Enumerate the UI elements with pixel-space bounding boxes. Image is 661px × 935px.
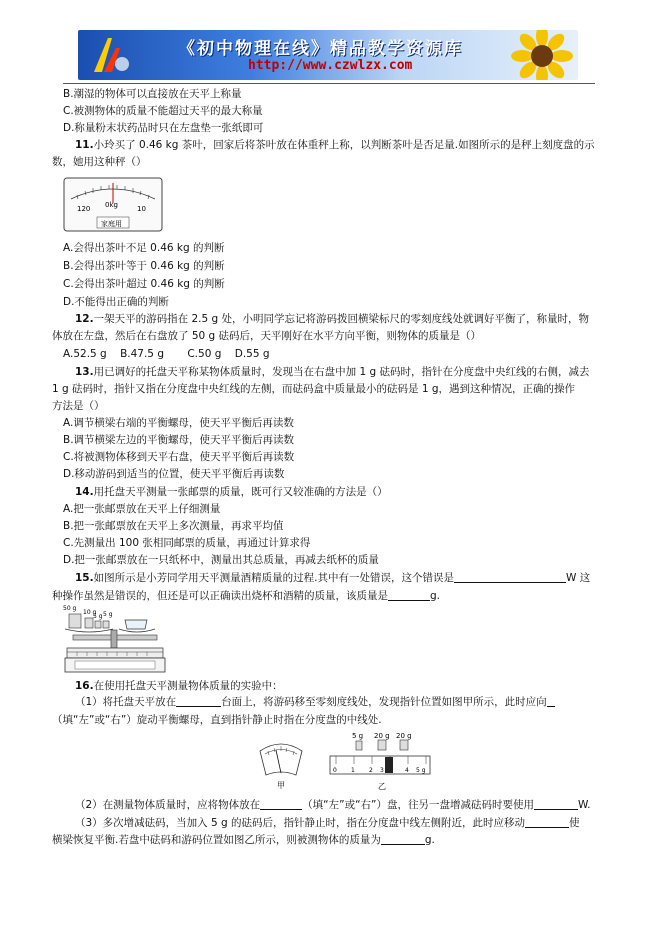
q12-stem-1 [75,311,589,327]
q16-blank-5[interactable] [525,816,569,828]
q16-number: 16. [75,680,94,692]
sunflower-icon [510,30,574,80]
q13-option-d: D.移动游码到适当的位置，使天平平衡后再读数 [63,468,285,480]
yi-weight-20g-b: 20 g [396,732,412,740]
ruler-tick-5: 5 g [416,767,426,774]
q11-stem-2: 数，她用这种秤（） [52,156,147,168]
q15-stem2-tail: g. [430,590,441,602]
q16-part1-line1 [75,694,555,710]
q15-stem-tail: W 这 [565,572,591,584]
q16-blank-1[interactable] [176,695,221,707]
fig-yi-label: 乙 [378,782,386,791]
weight-label-5g-a: 5 g [93,613,103,620]
q11-option-a: A.会得出茶叶不足 0.46 kg 的判断 [63,242,225,254]
q11-stem-text: 小玲买了 0.46 kg 茶叶，回家后将茶叶放在体重秤上称，以判断茶叶是否足量.如图所示的是秤上刻度盘的示 [93,139,595,151]
q16-blank-2[interactable] [547,695,555,707]
q16-p3-text-d: g. [424,834,435,846]
weight-label-50g: 50 g [63,605,77,612]
q16-p2-text-c: W. [577,799,591,811]
ruler-tick-0: 0 [333,767,337,774]
q16-part2 [75,797,590,813]
q11-option-d: D.不能得出正确的判断 [63,296,169,308]
fig-jia-label: 甲 [277,781,285,790]
q14-option-a: A.把一张邮票放在天平上仔细测量 [63,503,221,515]
q10-option-d: D.称量粉末状药品时只在左盘垫一张纸即可 [63,122,264,134]
q12-stem-2: 体放在左盘，然后在右盘放了 50 g 砝码后，天平刚好在水平方向平衡，则物体的质量是（） [52,330,482,342]
balance-figure [63,602,167,676]
banner-title: 《初中物理在线》精品教学资源库 [178,39,463,59]
pointer-dial-jia [256,735,306,791]
q11-number: 11. [75,139,94,151]
q16-part1-line2: （填“左”或“右”）旋动平衡螺母，直到指针静止时指在分度盘的中线处. [52,714,382,726]
scale-caption: 家庭用 [101,220,122,228]
q16-title-text: 在使用托盘天平测量物体质量的实验中： [93,680,283,692]
header-divider [63,83,595,84]
q16-p1-text-b: 台面上，将游码移至零刻度线处，发现指针位置如图甲所示，此时应向 [221,696,547,708]
q15-answer-blank-2[interactable] [388,589,430,601]
q11-stem-1 [75,137,595,153]
ruler-tick-4: 4 [405,767,409,774]
yi-weight-5g: 5 g [352,732,364,740]
q16-p3-text-b: 使 [569,817,580,829]
scale-label-mid: 0kg [105,201,118,209]
logo-icon [88,34,132,76]
q14-stem [75,484,388,500]
q14-option-c: C.先测量出 100 张相同邮票的质量，再通过计算求得 [63,537,311,549]
q15-stem-text: 如图所示是小芳同学用天平测量酒精质量的过程.其中有一处错误，这个错误是 [93,572,454,584]
scale-label-right: 10 [137,205,146,213]
scale-dial-figure [63,177,163,232]
q16-part3-line2 [52,832,435,848]
q16-p2-text-a: （2）在测量物体质量时，应将物体放在 [75,799,261,811]
q12-options: A.52.5 g B.47.5 g C.50 g D.55 g [63,348,270,360]
q13-number: 13. [75,366,94,378]
q13-option-c: C.将被测物体移到天平右盘，使天平平衡后再读数 [63,451,295,463]
weight-label-10g: 10 g [83,609,97,616]
yi-weight-20g-a: 20 g [374,732,390,740]
q13-stem-1 [75,364,589,380]
q11-option-b: B.会得出茶叶等于 0.46 kg 的判断 [63,260,225,272]
q15-number: 15. [75,572,94,584]
q16-blank-3[interactable] [260,798,302,810]
weight-label-5g-b: 5 g [103,611,113,618]
q16-part3-line1 [75,815,580,831]
header-banner [78,30,578,80]
q14-stem-text: 用托盘天平测量一张邮票的质量，既可行又较准确的方法是（） [93,486,388,498]
q10-option-b: B.潮湿的物体可以直接放在天平上称量 [63,88,242,100]
q13-option-a: A.调节横梁右端的平衡螺母，使天平平衡后再读数 [63,417,294,429]
q16-p2-text-b: （填“左”或“右”）盘，往另一盘增减砝码时要使用 [302,799,534,811]
q13-option-b: B.调节横梁左边的平衡螺母，使天平平衡后再读数 [63,434,295,446]
q15-stem-1 [75,570,590,586]
q13-stem-3: 方法是（） [52,400,105,412]
q10-option-c: C.被测物体的质量不能超过天平的最大称量 [63,105,263,117]
scale-label-left: 120 [77,205,91,213]
q14-option-d: D.把一张邮票放在一只纸杯中，测量出其总质量，再减去纸杯的质量 [63,554,379,566]
q16-title [75,678,283,694]
banner-url: http://www.czwlzx.com [248,58,413,73]
q15-answer-blank-1[interactable] [454,571,566,583]
q13-stem-text: 用已调好的托盘天平称某物体质量时，发现当在右盘中加 1 g 砝码时，指针在分度盘中央红线的右侧，减去 [93,366,590,378]
ruler-tick-1: 1 [351,767,355,774]
q16-blank-4[interactable] [534,798,578,810]
q16-blank-6[interactable] [381,833,425,845]
q15-stem2-text: 种操作虽然是错误的，但还是可以正确读出烧杯和酒精的质量，该质量是 [52,590,388,602]
ruler-tick-3: 3 [380,767,384,774]
q16-p3-text-c: 横梁恢复平衡.若盘中砝码和游码位置如图乙所示，则被测物体的质量为 [52,834,381,846]
weights-and-rider-yi [328,729,432,795]
q16-p3-text-a: （3）多次增减砝码，当加入 5 g 的砝码后，指针静止时，指在分度盘中线左侧附近，此时应移动 [75,817,526,829]
q14-option-b: B.把一张邮票放在天平上多次测量，再求平均值 [63,520,284,532]
ruler-tick-2: 2 [369,767,373,774]
q14-number: 14. [75,486,94,498]
q16-p1-text-a: （1）将托盘天平放在 [75,696,177,708]
q11-option-c: C.会得出茶叶超过 0.46 kg 的判断 [63,278,225,290]
q13-stem-2: 1 g 砝码时，指针又指在分度盘中央红线的左侧，而砝码盒中质量最小的砝码是 1 g，遇到这种情况，正确的操作 [52,383,576,395]
q12-stem-text: 一架天平的游码指在 2.5 g 处，小明同学忘记将游码拨回横梁标尺的零刻度线处就调好平衡了，称量时，物 [93,313,589,325]
q12-number: 12. [75,313,94,325]
